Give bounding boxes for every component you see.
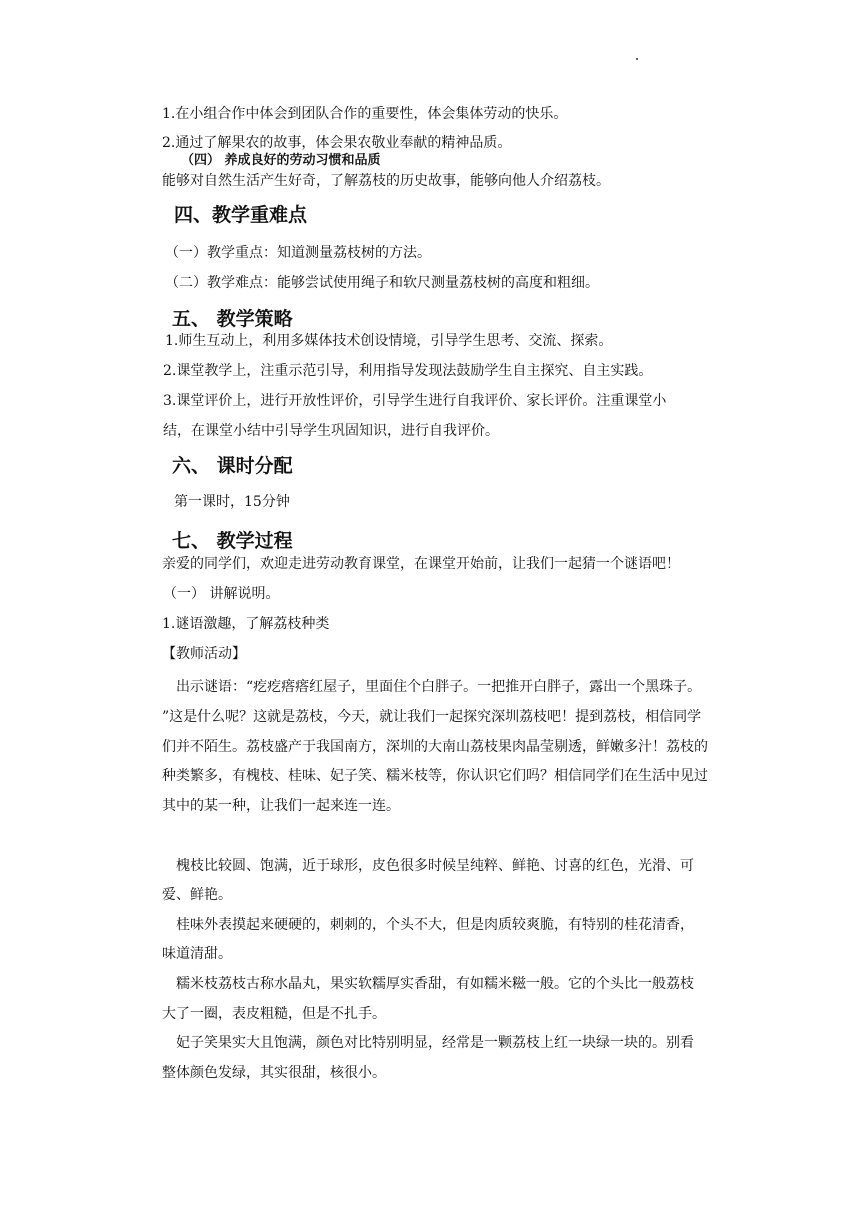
section-6-heading: 六、 课时分配: [172, 455, 293, 477]
process-step-1: 1.谜语激趣，了解荔枝种类: [162, 616, 330, 632]
goal-item-1: 1.在小组合作中体会到团队合作的重要性，体会集体劳动的快乐。: [162, 106, 568, 122]
strategy-item-3-line-1: 3.课堂评价上，进行开放性评价，引导学生进行自我评价、家长评价。注重课堂小: [163, 393, 667, 409]
feizixiao-description-line: 整体颜色发绿，其实很甜，核很小。: [162, 1065, 386, 1081]
guiwei-description-line: 味道清甜。: [162, 946, 232, 962]
process-intro: 亲爱的同学们，欢迎走进劳动教育课堂，在课堂开始前，让我们一起猜一个谜语吧！: [162, 556, 680, 572]
riddle-paragraph-line: 其中的某一种，让我们一起来连一连。: [162, 798, 400, 814]
process-subsection-1: （一） 讲解说明。: [163, 586, 280, 602]
guiwei-description-line: 桂味外表摸起来硬硬的，刺刺的，个头不大，但是肉质较爽脆，有特别的桂花清香，: [176, 917, 694, 933]
header-dot-mark: [636, 58, 638, 60]
section-4-heading: 四、教学重难点: [174, 204, 308, 226]
huaizhi-description-line: 槐枝比较圆、饱满，近于球形，皮色很多时候呈纯粹、鲜艳、讨喜的红色，光滑、可: [176, 858, 694, 874]
section-7-heading: 七、 教学过程: [172, 530, 293, 552]
riddle-paragraph-line: 出示谜语：“疙疙瘩瘩红屋子，里面住个白胖子。一把推开白胖子，露出一个黑珠子。: [176, 679, 702, 695]
section-5-heading: 五、 教学策略: [172, 308, 293, 330]
goal-item-2: 2.通过了解果农的故事，体会果农敬业奉献的精神品质。: [162, 135, 512, 151]
subsection-4-title: （四） 养成良好的劳动习惯和品质: [181, 153, 381, 168]
riddle-paragraph-line: 们并不陌生。荔枝盛产于我国南方，深圳的大南山荔枝果肉晶莹剔透，鲜嫩多汁！荔枝的: [162, 739, 708, 755]
subsection-4-text: 能够对自然生活产生好奇，了解荔枝的历史故事，能够向他人介绍荔枝。: [162, 173, 610, 189]
strategy-item-2: 2.课堂教学上，注重示范引导，利用指导发现法鼓励学生自主探究、自主实践。: [163, 363, 653, 379]
lesson-allocation-text: 第一课时，15分钟: [174, 494, 290, 510]
nuomizhi-description-line: 糯米枝荔枝古称水晶丸，果实软糯厚实香甜，有如糯米糍一般。它的个头比一般荔枝: [176, 976, 694, 992]
strategy-item-1: 1.师生互动上，利用多媒体技术创设情境，引导学生思考、交流、探索。: [165, 333, 613, 349]
teacher-activity-label: 【教师活动】: [162, 646, 246, 662]
teaching-difficult-point: （二）教学难点：能够尝试使用绳子和软尺测量荔枝树的高度和粗细。: [165, 275, 599, 291]
nuomizhi-description-line: 大了一圈，表皮粗糙，但是不扎手。: [162, 1006, 386, 1022]
strategy-item-3-line-2: 结，在课堂小结中引导学生巩固知识，进行自我评价。: [163, 423, 499, 439]
huaizhi-description-line: 爱、鲜艳。: [162, 887, 232, 903]
riddle-paragraph-line: ”这是什么呢？这就是荔枝，今天，就让我们一起探究深圳荔枝吧！提到荔枝，相信同学: [162, 709, 702, 725]
feizixiao-description-line: 妃子笑果实大且饱满，颜色对比特别明显，经常是一颗荔枝上红一块绿一块的。别看: [176, 1035, 694, 1051]
riddle-paragraph-line: 种类繁多，有槐枝、桂味、妃子笑、糯米枝等，你认识它们吗？相信同学们在生活中见过: [162, 768, 708, 784]
teaching-key-point: （一）教学重点：知道测量荔枝树的方法。: [165, 245, 431, 261]
